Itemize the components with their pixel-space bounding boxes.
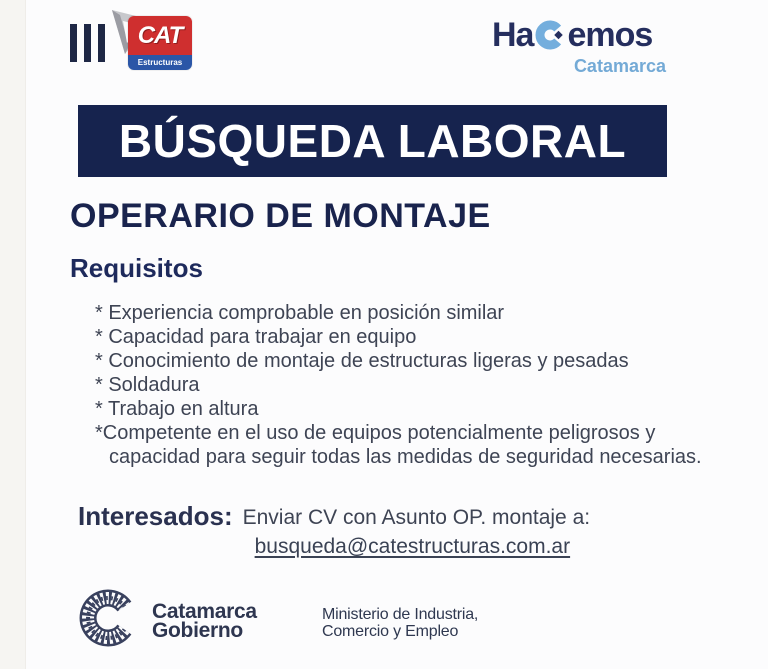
job-search-banner [78,105,667,177]
hacemos-catamarca-logo [492,16,668,76]
government-name-line1: Catamarca [152,600,257,623]
three-bars-icon [70,24,105,62]
cat-logo-name: CAT [128,16,192,55]
cat-estructuras-logo [108,8,218,78]
ministry-name-line1: Ministerio de Industria, [322,606,479,623]
cat-logo-subtitle: Estructuras [128,55,192,70]
catamarca-c-emblem-icon [78,586,142,650]
contact-details [243,500,590,560]
hacemos-text-part2: emos [567,16,653,54]
requirement-line: * Experiencia comprobable en posición similar [95,302,505,324]
contact-instruction: Enviar CV con Asunto OP. montaje a: [242,506,591,529]
hacemos-text-part1: Ha [492,16,534,54]
hacemos-subtitle: Catamarca [573,56,666,76]
ministry-name-line2: Comercio y Empleo [322,623,459,640]
requirement-line: *Competente en el uso de equipos potencialmente peligrosos y [95,422,656,444]
banner-title: BÚSQUEDA LABORAL [118,115,627,167]
ministry-name [322,606,478,640]
page-edge-shading [0,0,26,669]
contact-section [78,500,590,560]
requirement-line: * Trabajo en altura [95,398,259,420]
government-wordmark [152,602,257,640]
c-arc-icon [534,18,566,58]
hacemos-wordmark [492,16,668,58]
requirement-line-continuation: capacidad para seguir todas las medidas de seguridad necesarias. [109,446,702,468]
requirement-line: * Capacidad para trabajar en equipo [95,326,417,348]
requirement-line: * Conocimiento de montaje de estructuras ligeras y pesadas [95,350,629,372]
requirements-list [95,301,720,469]
contact-email-link[interactable]: busqueda@catestructuras.com.ar [254,535,571,558]
cat-logo-box [128,16,192,70]
requirement-line: * Soldadura [95,374,200,396]
contact-label: Interesados: [78,501,233,531]
government-name-line2: Gobierno [152,619,243,642]
requirements-heading: Requisitos [70,253,203,283]
job-title: OPERARIO DE MONTAJE [70,197,491,235]
